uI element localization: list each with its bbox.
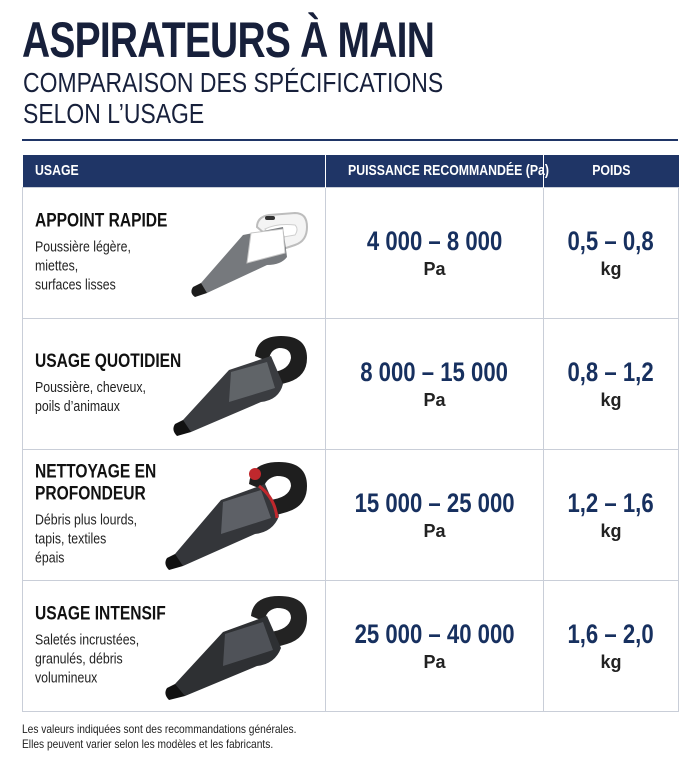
table-header-row xyxy=(23,155,679,187)
black-red-handheld-vacuum-icon xyxy=(163,456,311,574)
weight-cell xyxy=(544,580,679,711)
usage-name: APPOINT RAPIDE xyxy=(35,210,168,231)
weight-cell xyxy=(544,187,679,318)
power-value: 15 000 – 25 000 xyxy=(354,487,515,518)
usage-name: NETTOYAGE EN xyxy=(35,461,157,482)
power-value: 25 000 – 40 000 xyxy=(354,618,515,649)
usage-description: Poussière, cheveux, poils d’animaux xyxy=(35,379,146,415)
table-row xyxy=(23,449,679,580)
weight-unit: kg xyxy=(600,258,622,279)
usage-cell xyxy=(23,318,326,449)
power-cell xyxy=(326,187,544,318)
weight-unit: kg xyxy=(600,651,622,672)
power-unit: Pa xyxy=(423,258,446,279)
weight-value: 1,6 – 2,0 xyxy=(567,618,655,649)
usage-description: Débris plus lourds, tapis, textiles épais xyxy=(35,512,138,566)
usage-cell xyxy=(23,580,326,711)
table-row xyxy=(23,580,679,711)
column-header-usage: USAGE xyxy=(23,155,326,187)
usage-name: USAGE QUOTIDIEN xyxy=(35,350,182,372)
usage-name-line-2: PROFONDEUR xyxy=(35,483,146,504)
table-row xyxy=(23,318,679,449)
footnote-line-2: Elles peuvent varier selon les modèles et les fabricants. xyxy=(22,737,274,751)
weight-unit: kg xyxy=(600,520,622,541)
power-unit: Pa xyxy=(423,651,446,672)
table-row xyxy=(23,187,679,318)
spec-table xyxy=(22,155,679,712)
usage-name: USAGE INTENSIF xyxy=(35,603,166,624)
column-header-power: PUISSANCE RECOMMANDÉE (Pa) xyxy=(326,155,544,187)
power-unit: Pa xyxy=(423,389,446,410)
white-handheld-vacuum-icon xyxy=(187,205,311,301)
power-cell xyxy=(326,580,544,711)
weight-unit: kg xyxy=(600,389,622,410)
weight-cell xyxy=(544,318,679,449)
power-cell xyxy=(326,318,544,449)
usage-description: Saletés incrustées, granulés, débris volumineux xyxy=(35,632,140,686)
subtitle-line-2: SELON L’USAGE xyxy=(23,98,205,129)
subtitle-line-1: COMPARAISON DES SPÉCIFICATIONS xyxy=(23,67,444,98)
weight-value: 1,2 – 1,6 xyxy=(567,487,655,518)
weight-value: 0,5 – 0,8 xyxy=(567,225,655,256)
black-handheld-vacuum-icon xyxy=(171,330,311,438)
page-subtitle xyxy=(23,68,443,130)
power-cell xyxy=(326,449,544,580)
power-unit: Pa xyxy=(423,520,446,541)
column-header-weight: POIDS xyxy=(544,155,679,187)
power-value: 4 000 – 8 000 xyxy=(366,225,503,256)
footnote-line-1: Les valeurs indiquées sont des recommandations générales. xyxy=(22,722,297,736)
page-title: ASPIRATEURS À MAIN xyxy=(22,12,435,68)
usage-cell xyxy=(23,449,326,580)
usage-cell xyxy=(23,187,326,318)
usage-description: Poussière légère, miettes, surfaces lisses xyxy=(35,239,131,293)
title-divider xyxy=(22,139,678,141)
footnote xyxy=(22,722,296,752)
power-value: 8 000 – 15 000 xyxy=(360,356,509,387)
dark-grey-handheld-vacuum-icon xyxy=(163,590,311,702)
weight-value: 0,8 – 1,2 xyxy=(567,356,655,387)
weight-cell xyxy=(544,449,679,580)
